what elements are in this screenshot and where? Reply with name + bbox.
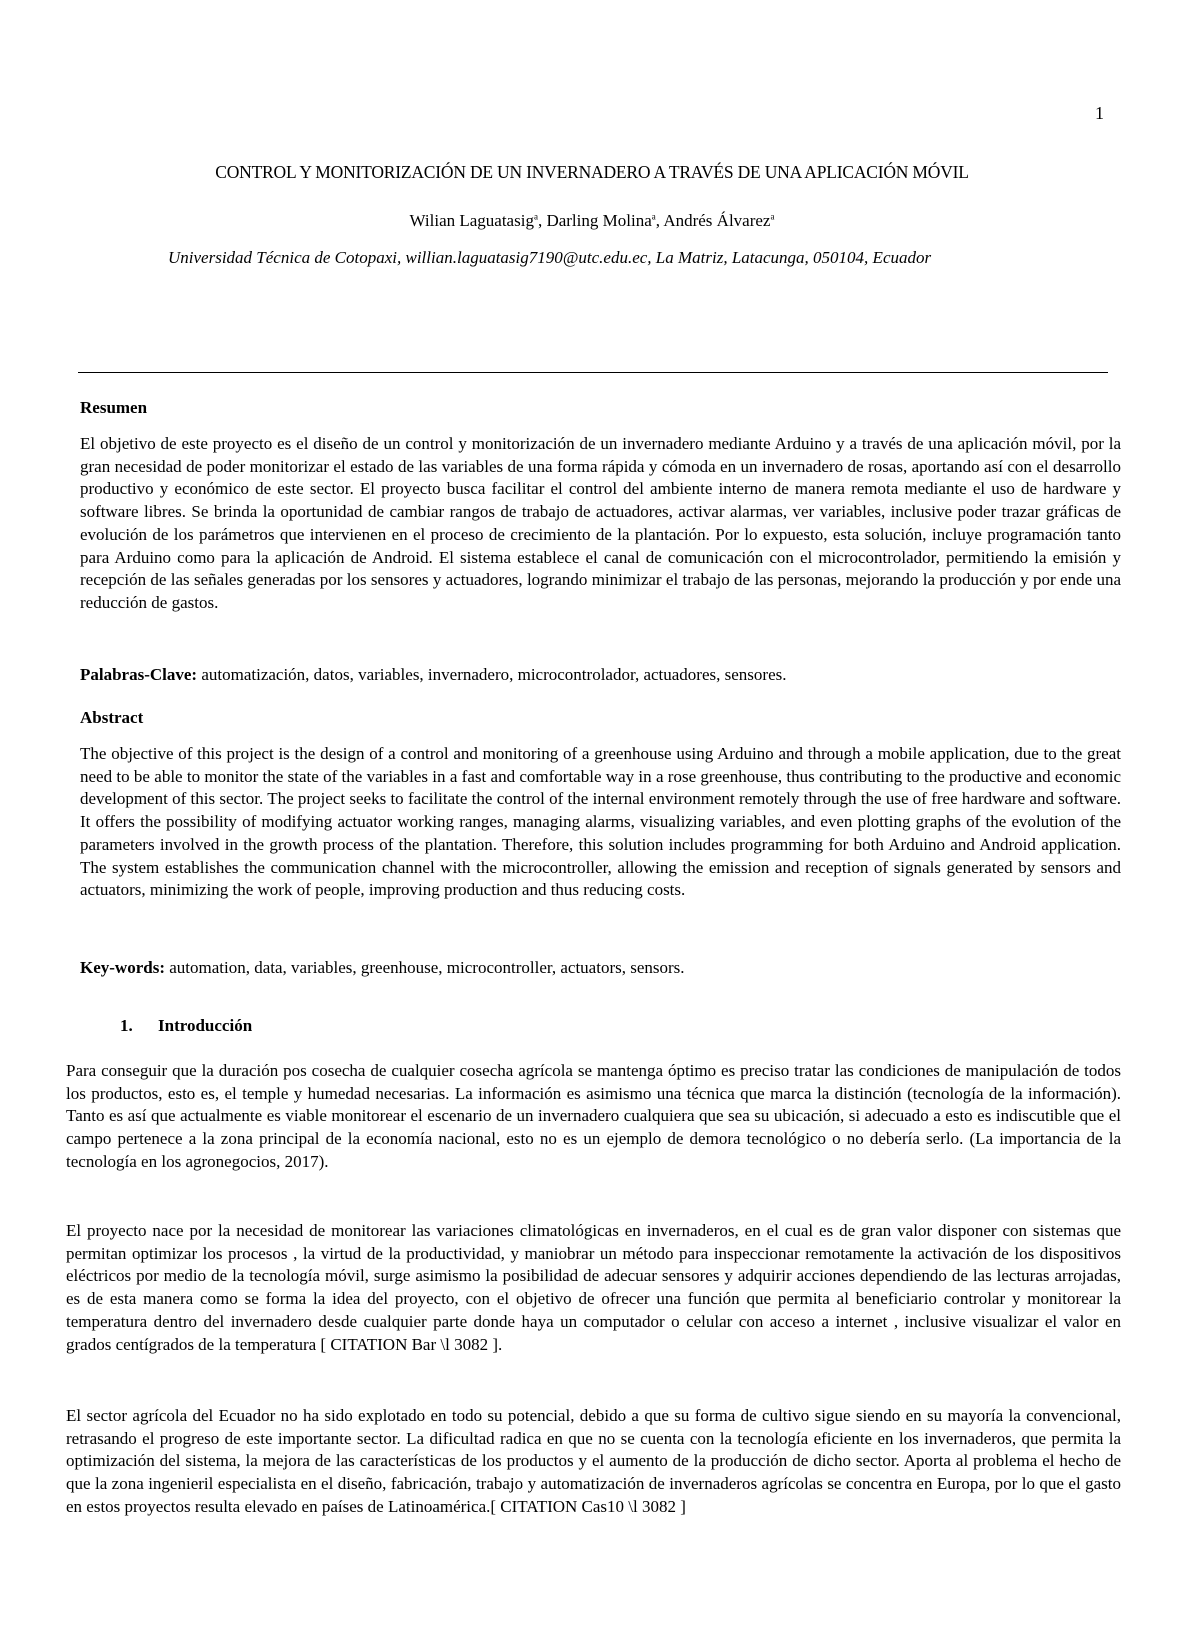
section-number: 1. xyxy=(120,1016,133,1035)
palabras-clave-label: Palabras-Clave: xyxy=(80,665,198,684)
author-affiliation: Universidad Técnica de Cotopaxi, willian.laguatasig7190@utc.edu.ec, La Matriz, Latacunga, 050104, Ecuador xyxy=(168,248,932,267)
author-affiliation-marker: a xyxy=(770,211,775,222)
key-words-value: automation, data, variables, greenhouse, microcontroller, actuators, sensors. xyxy=(169,958,685,977)
author-list: Wilian Laguatasig$^a$, Darling Molina$^a$, Andrés Álvarez$^a$ xyxy=(409,211,775,230)
author-name: Darling Molina xyxy=(546,211,652,230)
abstract-body: The objective of this project is the design of a control and monitoring of a greenhouse using Arduino and through a mobile application, due to the great need to be able to monitor the state of the variables in a fast and comfortable way in a rose greenhouse, thus contributing to the productive and economic development of this sector. The project seeks to facilitate the control of the internal environment remotely through the use of free hardware and software. It offers the possibility of modifying actuator working ranges, managing alarms, visualizing variables, and even plotting graphs of the evolution of the parameters involved in the growth process of the plantation. Therefore, this solution includes programming for both Arduino and Android application. The system establishes the communication channel with the microcontroller, allowing the emission and reception of signals generated by sensors and actuators, minimizing the work of people, improving production and thus reducing costs. xyxy=(80,744,1121,900)
resumen-body: El objetivo de este proyecto es el diseño de un control y monitorización de un invernadero mediante Arduino y a través de una aplicación móvil, por la gran necesidad de poder monitorizar el estado de las variables de una forma rápida y cómoda en un invernadero de rosas, aportando así con el desarrollo productivo y económico de este sector. El proyecto busca facilitar el control del ambiente interno de manera remota mediante el uso de hardware y software libres. Se brinda la oportunidad de cambiar rangos de trabajo de actuadores, activar alarmas, ver variables, inclusive poder trazar gráficas de evolución de los parámetros que intervienen en el proceso de crecimiento de la plantación. Por lo expuesto, esta solución, incluye programación tanto para Arduino como para la aplicación de Android. El sistema establece el canal de comunicación con el microcontrolador, permitiendo la emisión y recepción de las señales generadas por los sensores y actuadores, logrando minimizar el trabajo de las personas, mejorando la producción y por ende una reducción de gastos. xyxy=(80,434,1121,612)
author-name: Wilian Laguatasig xyxy=(409,211,534,230)
abstract-heading: Abstract xyxy=(80,708,144,727)
paper-title: CONTROL Y MONITORIZACIÓN DE UN INVERNADERO A TRAVÉS DE UNA APLICACIÓN MÓVIL xyxy=(215,162,969,182)
author-name: Andrés Álvarez xyxy=(663,211,771,230)
intro-paragraph: El proyecto nace por la necesidad de monitorear las variaciones climatológicas en invernaderos, en el cual es de gran valor disponer con sistemas que permitan optimizar los procesos , la virtud de la productividad, y maniobrar un método para inspeccionar remotamente la activación de los dispositivos eléctricos por medio de la tecnología móvil, surge asimismo la posibilidad de adecuar sensores y adquirir acciones dependiendo de las lecturas arrojadas, es de esta manera como se forma la idea del proyecto, con el objetivo de ofrecer una función que permita al beneficiario controlar y monitorear la temperatura dentro del invernadero desde cualquier parte donde haya un computador o celular con acceso a internet , inclusive visualizar el valor en grados centígrados de la temperatura [ CITATION Bar \l 3082 ]. xyxy=(66,1221,1121,1354)
key-words-label: Key-words: xyxy=(80,958,165,977)
page-number: 1 xyxy=(1095,103,1104,123)
author-affiliation-marker: a xyxy=(533,211,538,222)
intro-paragraph: El sector agrícola del Ecuador no ha sido explotado en todo su potencial, debido a que su forma de cultivo sigue siendo en su mayoría la convencional, retrasando el progreso de este importante sector. La dificultad radica en que no se cuenta con la tecnología eficiente en los invernaderos, que permita la optimización del sistema, la mejora de las características de los productos y el aumento de la producción de dicho sector. Aporta al problema el hecho de que la zona ingenieril especialista en el diseño, fabricación, trabajo y automatización de invernaderos agrícolas se concentra en Europa, por lo que el gasto en estos proyectos resulta elevado en países de Latinoamérica.[ CITATION Cas10 \l 3082 ] xyxy=(66,1406,1121,1516)
header-divider xyxy=(78,372,1108,373)
introduction-heading xyxy=(120,1016,252,1036)
section-title: Introducción xyxy=(158,1016,253,1035)
palabras-clave-value: automatización, datos, variables, invernadero, microcontrolador, actuadores, sensores. xyxy=(201,665,787,684)
resumen-heading: Resumen xyxy=(80,398,148,417)
key-words xyxy=(80,957,1121,980)
author-affiliation-marker: a xyxy=(651,211,656,222)
intro-paragraph: Para conseguir que la duración pos cosecha de cualquier cosecha agrícola se mantenga óptimo es preciso tratar las condiciones de manipulación de todos los productos, esto es, el temple y humedad necesarias. La información es asimismo una técnica que marca la distinción (tecnología de la información). Tanto es así que actualmente es viable monitorear el escenario de un invernadero cualquiera que sea su ubicación, si adecuado a esto es indiscutible que el campo pertenece a la zona principal de la economía nacional, esto no es un ejemplo de demora tecnológico o no debería serlo. (La importancia de la tecnología en los agronegocios, 2017). xyxy=(66,1061,1121,1171)
palabras-clave xyxy=(80,664,1121,687)
